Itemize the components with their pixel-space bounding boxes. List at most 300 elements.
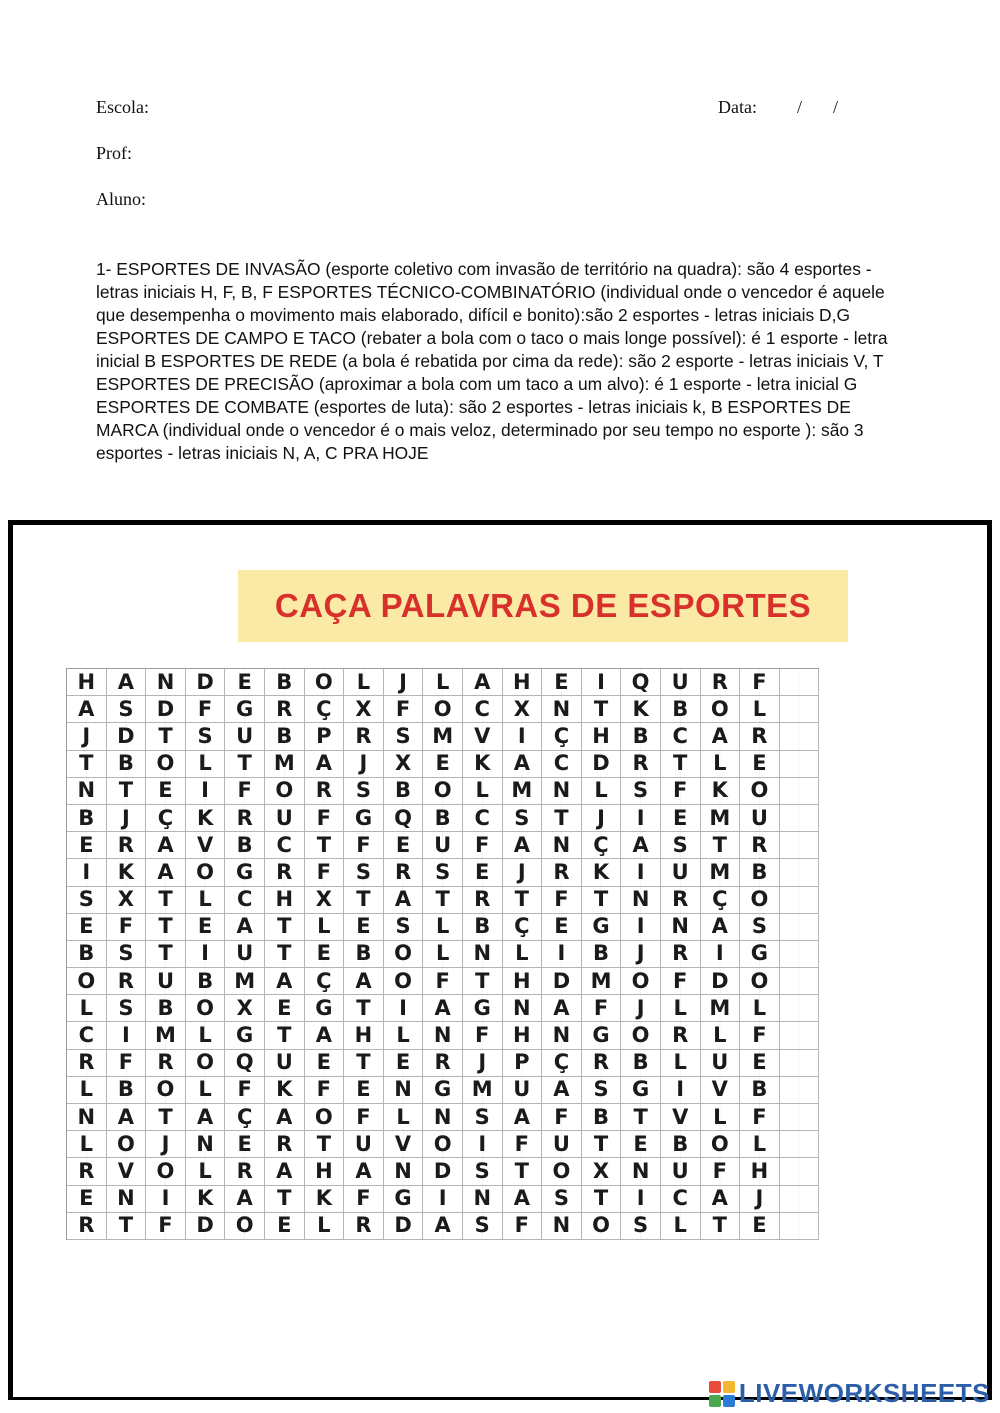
grid-cell: J — [344, 751, 384, 778]
grid-cell: N — [542, 832, 582, 859]
grid-cell: T — [146, 887, 186, 914]
grid-cell: L — [67, 1077, 107, 1104]
grid-cell: M — [423, 723, 463, 750]
grid-cell: S — [621, 1213, 661, 1240]
grid-cell: F — [661, 968, 701, 995]
grid-cell: R — [225, 1158, 265, 1185]
grid-cell: A — [701, 914, 741, 941]
grid-cell: R — [67, 1213, 107, 1240]
grid-cell: O — [305, 669, 345, 696]
grid-cell — [780, 669, 820, 696]
grid-cell: X — [107, 887, 147, 914]
grid-cell: F — [225, 778, 265, 805]
grid-cell: N — [67, 1104, 107, 1131]
grid-cell: B — [463, 914, 503, 941]
grid-cell: T — [503, 1158, 543, 1185]
grid-cell: N — [67, 778, 107, 805]
grid-cell: T — [582, 696, 622, 723]
grid-cell — [780, 723, 820, 750]
grid-cell: S — [186, 723, 226, 750]
grid-cell: O — [621, 968, 661, 995]
grid-cell: T — [67, 751, 107, 778]
grid-cell: X — [305, 887, 345, 914]
grid-cell: K — [621, 696, 661, 723]
grid-cell: U — [740, 805, 780, 832]
grid-cell: R — [107, 968, 147, 995]
grid-cell: T — [265, 914, 305, 941]
logo-square — [709, 1381, 721, 1393]
grid-cell: D — [423, 1158, 463, 1185]
grid-cell: B — [740, 859, 780, 886]
grid-cell: N — [542, 1213, 582, 1240]
grid-cell: M — [503, 778, 543, 805]
grid-cell: E — [305, 1050, 345, 1077]
grid-cell: F — [344, 1186, 384, 1213]
grid-cell: G — [225, 696, 265, 723]
grid-cell: B — [107, 1077, 147, 1104]
grid-cell: L — [701, 1022, 741, 1049]
grid-cell: I — [107, 1022, 147, 1049]
grid-cell: N — [621, 1158, 661, 1185]
grid-cell: A — [305, 1022, 345, 1049]
grid-cell: Ç — [701, 887, 741, 914]
grid-cell: A — [186, 1104, 226, 1131]
grid-cell: E — [463, 859, 503, 886]
grid-cell: I — [186, 778, 226, 805]
grid-cell — [780, 832, 820, 859]
grid-cell: S — [542, 1186, 582, 1213]
grid-cell: R — [107, 832, 147, 859]
grid-cell: T — [582, 1131, 622, 1158]
grid-cell: T — [503, 887, 543, 914]
grid-cell — [780, 941, 820, 968]
grid-cell: D — [186, 1213, 226, 1240]
grid-cell: A — [225, 914, 265, 941]
grid-cell: J — [146, 1131, 186, 1158]
grid-cell: A — [503, 1104, 543, 1131]
grid-cell: F — [463, 832, 503, 859]
grid-cell: L — [463, 778, 503, 805]
grid-cell — [780, 1077, 820, 1104]
grid-cell: L — [186, 1022, 226, 1049]
grid-cell: M — [146, 1022, 186, 1049]
grid-cell: S — [107, 995, 147, 1022]
grid-cell: L — [423, 941, 463, 968]
grid-cell: E — [621, 1131, 661, 1158]
grid-cell: L — [740, 696, 780, 723]
grid-cell: R — [265, 859, 305, 886]
grid-cell: C — [225, 887, 265, 914]
grid-cell: U — [423, 832, 463, 859]
grid-cell: A — [503, 832, 543, 859]
grid-cell: N — [107, 1186, 147, 1213]
grid-cell: M — [463, 1077, 503, 1104]
grid-cell — [780, 696, 820, 723]
grid-cell: N — [463, 941, 503, 968]
grid-cell: T — [542, 805, 582, 832]
grid-cell: O — [621, 1022, 661, 1049]
grid-cell: E — [740, 1213, 780, 1240]
grid-cell: B — [265, 723, 305, 750]
grid-cell: L — [384, 1104, 424, 1131]
logo-square — [709, 1395, 721, 1407]
grid-cell: J — [621, 995, 661, 1022]
grid-cell: F — [305, 1077, 345, 1104]
grid-cell: T — [344, 995, 384, 1022]
grid-cell: H — [582, 723, 622, 750]
grid-cell: A — [542, 995, 582, 1022]
grid-cell: R — [67, 1158, 107, 1185]
grid-cell: M — [225, 968, 265, 995]
grid-cell: B — [67, 805, 107, 832]
grid-cell: E — [305, 941, 345, 968]
grid-cell: O — [701, 1131, 741, 1158]
grid-cell: T — [621, 1104, 661, 1131]
grid-cell: O — [384, 941, 424, 968]
grid-cell: Q — [384, 805, 424, 832]
grid-cell: L — [661, 1213, 701, 1240]
grid-cell — [780, 1213, 820, 1240]
grid-cell: I — [384, 995, 424, 1022]
grid-cell: U — [265, 805, 305, 832]
grid-cell: G — [225, 859, 265, 886]
puzzle-title-box — [238, 570, 848, 642]
grid-cell: N — [463, 1186, 503, 1213]
grid-cell: T — [582, 1186, 622, 1213]
grid-cell: G — [225, 1022, 265, 1049]
grid-cell: T — [265, 941, 305, 968]
grid-cell: F — [305, 805, 345, 832]
grid-cell: C — [265, 832, 305, 859]
grid-cell: L — [186, 887, 226, 914]
grid-cell: H — [67, 669, 107, 696]
grid-cell: T — [305, 1131, 345, 1158]
grid-cell — [780, 1158, 820, 1185]
grid-cell: I — [621, 859, 661, 886]
grid-cell: E — [344, 1077, 384, 1104]
grid-cell: T — [701, 1213, 741, 1240]
grid-cell: N — [384, 1077, 424, 1104]
grid-cell: G — [305, 995, 345, 1022]
grid-cell: U — [661, 669, 701, 696]
grid-cell: R — [146, 1050, 186, 1077]
grid-cell: S — [344, 778, 384, 805]
grid-cell: T — [265, 1186, 305, 1213]
grid-cell — [780, 1104, 820, 1131]
grid-cell: R — [740, 723, 780, 750]
grid-cell: O — [265, 778, 305, 805]
grid-cell: K — [265, 1077, 305, 1104]
grid-cell: I — [503, 723, 543, 750]
grid-cell: C — [661, 723, 701, 750]
grid-cell: L — [186, 1077, 226, 1104]
grid-cell: D — [384, 1213, 424, 1240]
grid-cell: L — [186, 751, 226, 778]
grid-cell: M — [701, 805, 741, 832]
grid-cell: B — [740, 1077, 780, 1104]
grid-cell: R — [344, 1213, 384, 1240]
grid-cell: O — [225, 1213, 265, 1240]
grid-cell: K — [463, 751, 503, 778]
grid-cell: J — [463, 1050, 503, 1077]
grid-cell: S — [503, 805, 543, 832]
grid-cell: B — [661, 696, 701, 723]
liveworksheets-logo — [709, 1378, 990, 1409]
grid-cell: E — [67, 832, 107, 859]
grid-cell: N — [661, 914, 701, 941]
grid-cell: G — [384, 1186, 424, 1213]
grid-cell: S — [463, 1213, 503, 1240]
grid-cell: F — [701, 1158, 741, 1185]
grid-cell: H — [344, 1022, 384, 1049]
grid-cell: S — [344, 859, 384, 886]
grid-cell — [780, 1050, 820, 1077]
grid-cell: Ç — [542, 1050, 582, 1077]
grid-cell: L — [305, 914, 345, 941]
grid-cell: I — [186, 941, 226, 968]
grid-cell: R — [305, 778, 345, 805]
grid-cell: L — [305, 1213, 345, 1240]
grid-cell: L — [740, 1131, 780, 1158]
grid-cell: B — [384, 778, 424, 805]
grid-cell: O — [305, 1104, 345, 1131]
grid-cell: S — [582, 1077, 622, 1104]
grid-cell: G — [423, 1077, 463, 1104]
grid-cell: X — [384, 751, 424, 778]
grid-cell: C — [661, 1186, 701, 1213]
grid-cell: F — [423, 968, 463, 995]
grid-cell: F — [740, 1022, 780, 1049]
grid-cell: I — [146, 1186, 186, 1213]
grid-cell: S — [384, 723, 424, 750]
grid-cell: R — [67, 1050, 107, 1077]
grid-cell: N — [542, 1022, 582, 1049]
grid-cell: B — [107, 751, 147, 778]
grid-cell: A — [265, 1104, 305, 1131]
liveworksheets-icon — [709, 1381, 735, 1407]
date-separator: / — [797, 97, 803, 117]
grid-cell: B — [67, 941, 107, 968]
grid-cell: S — [463, 1104, 503, 1131]
grid-cell: J — [621, 941, 661, 968]
grid-cell: A — [146, 859, 186, 886]
grid-cell: A — [305, 751, 345, 778]
grid-cell: F — [305, 859, 345, 886]
grid-cell: Ç — [225, 1104, 265, 1131]
grid-cell: O — [186, 995, 226, 1022]
grid-cell: V — [661, 1104, 701, 1131]
grid-cell: P — [305, 723, 345, 750]
grid-cell: S — [107, 941, 147, 968]
grid-cell: T — [265, 1022, 305, 1049]
grid-cell: I — [661, 1077, 701, 1104]
grid-cell: J — [503, 859, 543, 886]
grid-cell: A — [344, 968, 384, 995]
grid-cell: F — [186, 696, 226, 723]
grid-cell: M — [701, 859, 741, 886]
grid-cell: S — [463, 1158, 503, 1185]
grid-cell: O — [423, 1131, 463, 1158]
grid-cell: U — [542, 1131, 582, 1158]
grid-cell: F — [107, 1050, 147, 1077]
grid-cell: K — [582, 859, 622, 886]
grid-cell: G — [621, 1077, 661, 1104]
grid-cell: R — [701, 669, 741, 696]
grid-cell: A — [146, 832, 186, 859]
grid-cell: H — [503, 669, 543, 696]
grid-cell: A — [701, 1186, 741, 1213]
grid-cell: A — [423, 995, 463, 1022]
grid-cell: C — [463, 696, 503, 723]
liveworksheets-text: LIVEWORKSHEETS — [738, 1378, 990, 1408]
grid-cell: A — [503, 1186, 543, 1213]
grid-cell: O — [582, 1213, 622, 1240]
grid-cell: R — [621, 751, 661, 778]
grid-cell: O — [146, 1158, 186, 1185]
grid-cell: B — [423, 805, 463, 832]
grid-cell: T — [423, 887, 463, 914]
grid-cell: I — [621, 914, 661, 941]
grid-cell: L — [503, 941, 543, 968]
grid-cell — [780, 1022, 820, 1049]
student-label: Aluno: — [96, 189, 147, 209]
grid-cell: U — [503, 1077, 543, 1104]
grid-cell: H — [305, 1158, 345, 1185]
instructions-text: 1- ESPORTES DE INVASÃO (esporte coletivo com invasão de território na quadra): são 4 esportes - letras iniciais H, F, B, F ESPORTES TÉCNICO-COMBINATÓRIO (individual onde o vencedor é aquele que desempenha o movimento mais elaborado, difícil e bonito):são 2 esportes - letras iniciais D,G ESPORTES DE CAMPO E TACO (rebater a bola com o taco o mais longe possível): é 1 esporte - letra inicial B ESPORTES DE REDE (a bola é rebatida por cima da rede): são 2 esporte - letras iniciais V, T ESPORTES DE PRECISÃO (aproximar a bola com um taco a um alvo): é 1 esporte - letra inicial G ESPORTES DE COMBATE (esportes de luta): são 2 esportes - letras iniciais k, B ESPORTES DE MARCA (individual onde o vencedor é o mais veloz, determinado por seu tempo no esporte ): são 3 esportes - letras iniciais N, A, C PRA HOJE — [96, 259, 888, 463]
grid-cell: E — [186, 914, 226, 941]
grid-cell: U — [701, 1050, 741, 1077]
grid-cell: A — [701, 723, 741, 750]
grid-cell: T — [225, 751, 265, 778]
grid-cell: B — [621, 1050, 661, 1077]
grid-cell: F — [503, 1131, 543, 1158]
grid-cell: L — [701, 1104, 741, 1131]
grid-cell: T — [344, 887, 384, 914]
grid-cell: T — [107, 778, 147, 805]
grid-cell: U — [265, 1050, 305, 1077]
grid-cell: D — [701, 968, 741, 995]
grid-cell: A — [107, 1104, 147, 1131]
grid-cell — [780, 1131, 820, 1158]
grid-cell: V — [107, 1158, 147, 1185]
grid-cell: R — [582, 1050, 622, 1077]
grid-cell: N — [146, 669, 186, 696]
grid-cell: N — [423, 1104, 463, 1131]
date-separator: / — [833, 97, 839, 117]
grid-cell: O — [423, 696, 463, 723]
grid-cell: I — [621, 1186, 661, 1213]
grid-cell: X — [225, 995, 265, 1022]
grid-cell: X — [582, 1158, 622, 1185]
teacher-label: Prof: — [96, 143, 132, 163]
grid-cell: C — [67, 1022, 107, 1049]
grid-cell: J — [740, 1186, 780, 1213]
grid-cell: G — [740, 941, 780, 968]
grid-cell: E — [542, 669, 582, 696]
grid-cell: F — [542, 1104, 582, 1131]
grid-cell: S — [107, 696, 147, 723]
grid-cell: O — [384, 968, 424, 995]
grid-cell: H — [740, 1158, 780, 1185]
grid-cell: T — [146, 914, 186, 941]
grid-cell: T — [146, 1104, 186, 1131]
grid-cell: F — [542, 887, 582, 914]
grid-cell: A — [67, 696, 107, 723]
grid-cell: D — [146, 696, 186, 723]
grid-cell: U — [146, 968, 186, 995]
logo-square — [723, 1381, 735, 1393]
grid-cell: F — [225, 1077, 265, 1104]
grid-cell: L — [186, 1158, 226, 1185]
grid-cell: F — [503, 1213, 543, 1240]
grid-cell: V — [186, 832, 226, 859]
grid-cell: L — [661, 995, 701, 1022]
grid-cell: B — [186, 968, 226, 995]
grid-cell: I — [582, 669, 622, 696]
grid-cell: E — [542, 914, 582, 941]
grid-cell — [780, 968, 820, 995]
grid-cell: F — [661, 778, 701, 805]
grid-cell: L — [423, 914, 463, 941]
grid-cell: A — [107, 669, 147, 696]
grid-cell: D — [186, 669, 226, 696]
grid-cell: F — [740, 1104, 780, 1131]
grid-cell: J — [582, 805, 622, 832]
grid-cell: Q — [225, 1050, 265, 1077]
grid-cell: E — [423, 751, 463, 778]
grid-cell: N — [186, 1131, 226, 1158]
grid-cell: B — [344, 941, 384, 968]
grid-cell: M — [265, 751, 305, 778]
grid-cell: T — [146, 941, 186, 968]
grid-cell: B — [621, 723, 661, 750]
grid-cell: A — [621, 832, 661, 859]
grid-cell: A — [384, 887, 424, 914]
grid-cell — [780, 805, 820, 832]
grid-cell: U — [225, 941, 265, 968]
grid-cell: E — [146, 778, 186, 805]
grid-cell: S — [621, 778, 661, 805]
grid-cell: I — [621, 805, 661, 832]
grid-cell: E — [225, 1131, 265, 1158]
grid-cell: D — [582, 751, 622, 778]
grid-cell: E — [740, 1050, 780, 1077]
grid-cell: N — [384, 1158, 424, 1185]
grid-cell: R — [661, 887, 701, 914]
grid-cell: N — [542, 778, 582, 805]
grid-cell: A — [225, 1186, 265, 1213]
grid-cell: M — [582, 968, 622, 995]
grid-cell: M — [701, 995, 741, 1022]
grid-cell: T — [463, 968, 503, 995]
grid-cell: I — [542, 941, 582, 968]
puzzle-title: CAÇA PALAVRAS DE ESPORTES — [274, 587, 812, 624]
grid-cell — [780, 995, 820, 1022]
grid-cell: S — [384, 914, 424, 941]
grid-cell: G — [582, 1022, 622, 1049]
grid-cell: O — [740, 887, 780, 914]
grid-cell: E — [265, 995, 305, 1022]
grid-cell: O — [67, 968, 107, 995]
grid-cell: L — [701, 751, 741, 778]
grid-cell — [780, 914, 820, 941]
grid-cell: F — [146, 1213, 186, 1240]
grid-cell: O — [146, 751, 186, 778]
grid-cell: O — [740, 778, 780, 805]
grid-cell: A — [503, 751, 543, 778]
grid-cell: B — [265, 669, 305, 696]
grid-cell: K — [186, 805, 226, 832]
